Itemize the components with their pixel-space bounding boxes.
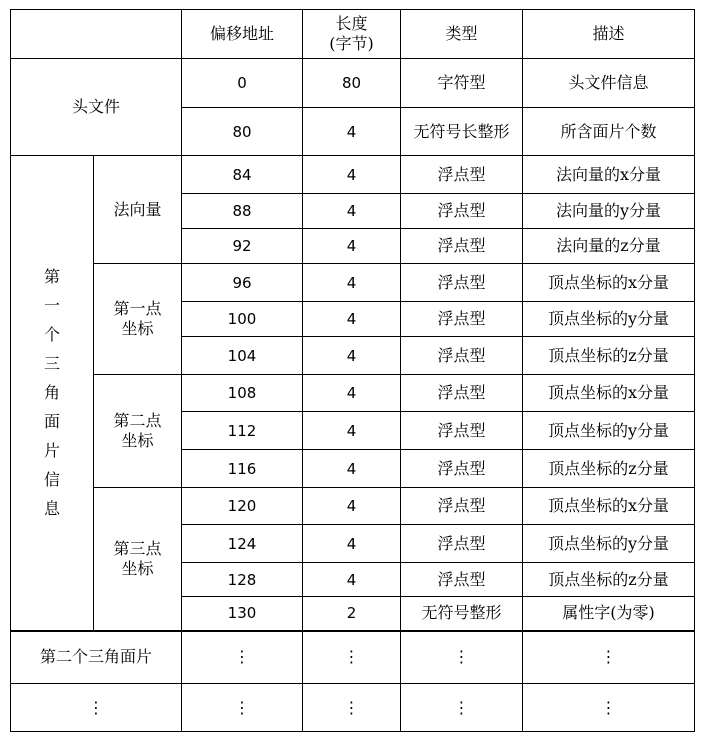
offset-cell: 128 (182, 563, 303, 597)
vertex1-label-line2: 坐标 (121, 319, 154, 338)
type-cell: 无符号整形 (401, 597, 523, 631)
header-row (11, 10, 695, 59)
offset-cell: 100 (182, 302, 303, 337)
first-facet-char: 片 (43, 441, 60, 461)
stl-format-table (10, 9, 695, 732)
type-cell: 字符型 (401, 59, 523, 108)
first-facet-char: 面 (43, 412, 60, 432)
header-length (303, 10, 401, 59)
offset-cell: 0 (182, 59, 303, 108)
vertex2-label (94, 375, 182, 488)
desc-cell: 顶点坐标的x分量 (523, 488, 695, 525)
vertex2-label-line2: 坐标 (121, 431, 154, 450)
offset-cell: 84 (182, 156, 303, 194)
first-facet-char: 角 (43, 383, 60, 403)
table-row (11, 375, 695, 412)
desc-cell: 顶点坐标的y分量 (523, 412, 695, 450)
length-cell: 4 (303, 412, 401, 450)
length-cell: 4 (303, 525, 401, 563)
table-row (11, 264, 695, 302)
vertex2-label-line1: 第二点 (113, 411, 162, 430)
ellipsis-cell: ⋮ (182, 631, 303, 684)
table-row (11, 156, 695, 194)
vertex1-label-line1: 第一点 (113, 299, 162, 318)
length-cell: 4 (303, 302, 401, 337)
desc-cell: 法向量的y分量 (523, 194, 695, 229)
desc-cell: 顶点坐标的x分量 (523, 375, 695, 412)
desc-cell: 顶点坐标的x分量 (523, 264, 695, 302)
type-cell: 无符号长整形 (401, 108, 523, 156)
header-length-line1: 长度 (335, 14, 368, 33)
header-type: 类型 (401, 10, 523, 59)
offset-cell: 124 (182, 525, 303, 563)
length-cell: 4 (303, 229, 401, 264)
first-facet-label (11, 156, 94, 631)
vertex3-label-line1: 第三点 (113, 538, 162, 558)
desc-cell: 顶点坐标的y分量 (523, 525, 695, 563)
length-cell: 4 (303, 375, 401, 412)
ellipsis-cell: ⋮ (401, 631, 523, 684)
length-cell: 4 (303, 337, 401, 375)
length-cell: 4 (303, 450, 401, 488)
type-cell: 浮点型 (401, 229, 523, 264)
type-cell: 浮点型 (401, 563, 523, 597)
type-cell: 浮点型 (401, 450, 523, 488)
type-cell: 浮点型 (401, 194, 523, 229)
table-row (11, 59, 695, 108)
type-cell: 浮点型 (401, 302, 523, 337)
vertex3-label-line2: 坐标 (121, 558, 154, 578)
offset-cell: 120 (182, 488, 303, 525)
table-row (11, 488, 695, 525)
offset-cell: 130 (182, 597, 303, 631)
length-cell: 4 (303, 108, 401, 156)
first-facet-char: 个 (43, 325, 60, 345)
desc-cell: 头文件信息 (523, 59, 695, 108)
offset-cell: 96 (182, 264, 303, 302)
first-facet-char: 信 (43, 470, 60, 490)
type-cell: 浮点型 (401, 488, 523, 525)
ellipsis-cell: ⋮ (303, 684, 401, 732)
desc-cell: 顶点坐标的y分量 (523, 302, 695, 337)
header-length-line2: (字节) (329, 34, 374, 53)
offset-cell: 116 (182, 450, 303, 488)
length-cell: 4 (303, 194, 401, 229)
table-row (11, 684, 695, 732)
offset-cell: 104 (182, 337, 303, 375)
file-header-label: 头文件 (11, 59, 182, 156)
first-facet-char: 息 (43, 499, 60, 519)
vertex1-label (94, 264, 182, 375)
type-cell: 浮点型 (401, 156, 523, 194)
vertex3-label (94, 488, 182, 631)
offset-cell: 112 (182, 412, 303, 450)
ellipsis-cell: ⋮ (401, 684, 523, 732)
desc-cell: 法向量的z分量 (523, 229, 695, 264)
second-facet-label: 第二个三角面片 (11, 631, 182, 684)
offset-cell: 80 (182, 108, 303, 156)
offset-cell: 88 (182, 194, 303, 229)
offset-cell: 92 (182, 229, 303, 264)
normal-label: 法向量 (94, 156, 182, 264)
ellipsis-cell: ⋮ (11, 684, 182, 732)
ellipsis-cell: ⋮ (303, 631, 401, 684)
type-cell: 浮点型 (401, 337, 523, 375)
length-cell: 4 (303, 264, 401, 302)
desc-cell: 法向量的x分量 (523, 156, 695, 194)
first-facet-char: 一 (43, 296, 60, 316)
type-cell: 浮点型 (401, 264, 523, 302)
length-cell: 4 (303, 156, 401, 194)
table-row (11, 631, 695, 684)
header-desc: 描述 (523, 10, 695, 59)
type-cell: 浮点型 (401, 375, 523, 412)
type-cell: 浮点型 (401, 412, 523, 450)
header-offset: 偏移地址 (182, 10, 303, 59)
desc-cell: 所含面片个数 (523, 108, 695, 156)
desc-cell: 顶点坐标的z分量 (523, 450, 695, 488)
desc-cell: 属性字(为零) (523, 597, 695, 631)
header-blank-cell (11, 10, 182, 59)
offset-cell: 108 (182, 375, 303, 412)
ellipsis-cell: ⋮ (523, 684, 695, 732)
length-cell: 80 (303, 59, 401, 108)
ellipsis-cell: ⋮ (523, 631, 695, 684)
length-cell: 4 (303, 488, 401, 525)
first-facet-char: 第 (43, 267, 60, 287)
length-cell: 4 (303, 563, 401, 597)
length-cell: 2 (303, 597, 401, 631)
type-cell: 浮点型 (401, 525, 523, 563)
first-facet-char: 三 (43, 354, 60, 374)
desc-cell: 顶点坐标的z分量 (523, 563, 695, 597)
ellipsis-cell: ⋮ (182, 684, 303, 732)
desc-cell: 顶点坐标的z分量 (523, 337, 695, 375)
